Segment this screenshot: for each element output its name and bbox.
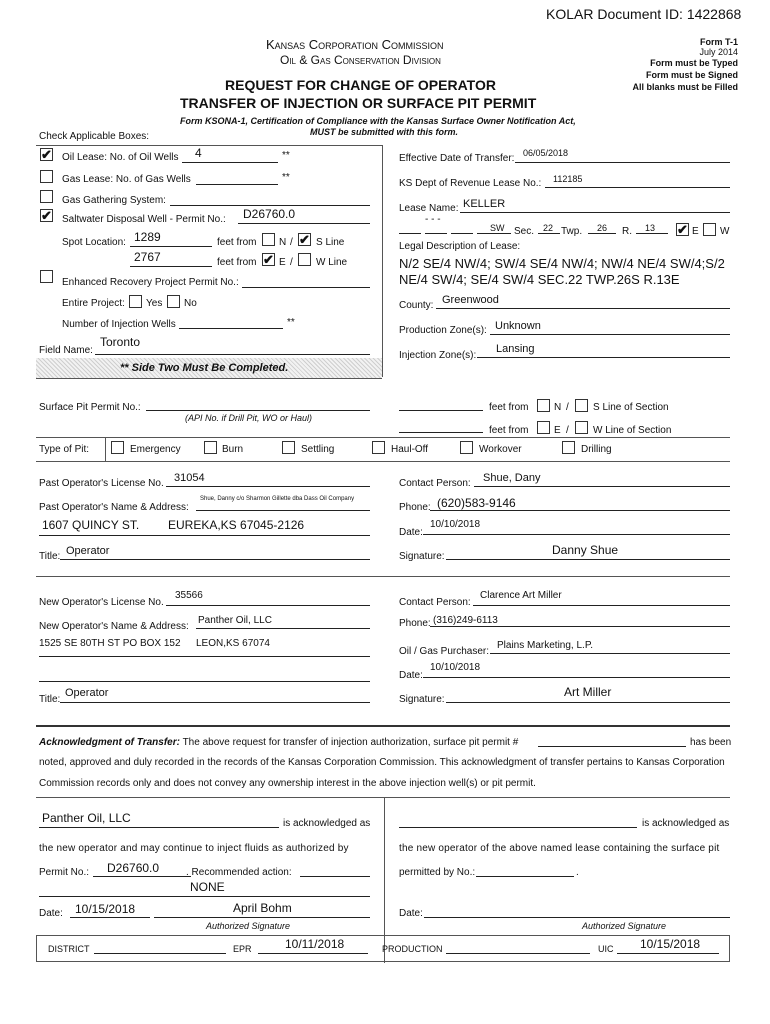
district-label: DISTRICT — [48, 944, 90, 954]
field-name-label: Field Name: — [39, 345, 93, 356]
effective-date-label: Effective Date of Transfer: — [399, 153, 515, 164]
pit-feet-from-1: feet from — [489, 402, 529, 413]
new-date-label: Date: — [399, 670, 423, 681]
production-zone-value[interactable]: Unknown — [495, 320, 541, 332]
purchaser-value[interactable]: Plains Marketing, L.P. — [497, 640, 593, 651]
injection-zone-value[interactable]: Lansing — [496, 343, 535, 355]
s-line-label: S Line — [316, 237, 345, 248]
new-phone-label: Phone: — [399, 618, 431, 629]
n-checkbox[interactable] — [262, 233, 275, 246]
form-number: Form T-1 — [699, 37, 738, 47]
type-of-pit-label: Type of Pit: — [39, 444, 90, 455]
past-license-label: Past Operator's License No. — [39, 478, 164, 489]
epr-label: EPR — [233, 944, 252, 954]
pit-feet-from-2: feet from — [489, 425, 529, 436]
range-e-label: E — [692, 226, 699, 237]
lease-name-label: Lease Name: — [399, 203, 459, 214]
purchaser-label: Oil / Gas Purchaser: — [399, 646, 490, 657]
swd-label: Saltwater Disposal Well - Permit No.: — [62, 214, 226, 225]
num-injection-label: Number of Injection Wells — [62, 319, 176, 330]
new-signature-label: Signature: — [399, 694, 445, 705]
past-name-label: Past Operator's Name & Address: — [39, 502, 189, 513]
range-w-label: W — [720, 226, 730, 237]
new-address-line2[interactable]: LEON,KS 67074 — [196, 638, 270, 649]
effective-date-value[interactable]: 06/05/2018 — [523, 148, 569, 158]
feet-from-label: feet from — [217, 237, 257, 248]
legal-description-label: Legal Description of Lease: — [399, 241, 521, 252]
sec-value[interactable]: 22 — [543, 223, 554, 233]
new-contact-label: Contact Person: — [399, 597, 471, 608]
past-date-value[interactable]: 10/10/2018 — [430, 519, 481, 530]
pit-s-checkbox[interactable] — [575, 399, 588, 412]
document-id: KOLAR Document ID: 1422868 — [546, 6, 742, 22]
is-acknowledged-label-2: is acknowledged as — [642, 818, 730, 829]
ack-operator-value[interactable]: Panther Oil, LLC — [42, 811, 131, 825]
twp-value[interactable]: 26 — [597, 223, 608, 233]
pit-type-workover: Workover — [479, 444, 522, 455]
side-two-note: ** Side Two Must Be Completed. — [120, 362, 289, 374]
ack-date-value[interactable]: 10/15/2018 — [75, 902, 136, 916]
production-zone-label: Production Zone(s): — [399, 325, 487, 336]
county-value[interactable]: Greenwood — [442, 294, 499, 306]
past-address-line2[interactable]: EUREKA,KS 67045-2126 — [168, 518, 305, 532]
past-address-line1[interactable]: 1607 QUINCY ST. — [42, 518, 140, 532]
ack-permit-value[interactable]: D26760.0 — [107, 861, 160, 875]
form-subtitle-line1: Form KSONA-1, Certification of Compliance with the Kansas Surface Owner Notification Act, — [180, 116, 576, 126]
w-checkbox[interactable] — [298, 253, 311, 266]
ack-permit-label: Permit No.: — [39, 867, 90, 878]
past-contact-value[interactable]: Shue, Dany — [483, 472, 541, 484]
typed-note: Form must be Typed — [650, 58, 738, 68]
r-value[interactable]: 13 — [645, 223, 656, 233]
ks-revenue-value[interactable]: 112185 — [553, 174, 583, 184]
pit-w-label: W Line of Section — [593, 425, 672, 436]
permitted-by-label: permitted by No.: — [399, 867, 476, 878]
yes-label: Yes — [146, 298, 163, 309]
form-subtitle-line2: MUST be submitted with this form. — [310, 127, 458, 137]
new-name-value[interactable]: Panther Oil, LLC — [198, 615, 272, 626]
pit-type-workover-checkbox[interactable] — [460, 441, 473, 454]
recommended-action-value[interactable]: NONE — [190, 880, 225, 894]
ks-revenue-label: KS Dept of Revenue Lease No.: — [399, 178, 542, 189]
yes-checkbox[interactable] — [129, 295, 142, 308]
lease-name-value[interactable]: KELLER — [463, 198, 506, 210]
form-title-line1: REQUEST FOR CHANGE OF OPERATOR — [225, 77, 496, 93]
pit-slash-1: / — [566, 402, 569, 413]
pit-type-burn-checkbox[interactable] — [204, 441, 217, 454]
eor-label: Enhanced Recovery Project Permit No.: — [62, 277, 239, 288]
acknowledgment-heading: Acknowledgment of Transfer: — [39, 737, 180, 748]
sec-label: Sec. — [514, 226, 535, 237]
gas-lease-label: Gas Lease: No. of Gas Wells — [62, 174, 191, 185]
legal-description-line1[interactable]: N/2 SE/4 NW/4; SW/4 SE/4 NW/4; NW/4 NE/4 SW/4;S/2 — [399, 256, 725, 271]
authorized-signature-label-2: Authorized Signature — [582, 921, 667, 931]
ack-date-label-2: Date: — [399, 908, 423, 919]
new-phone-value[interactable]: (316)249-6113 — [433, 615, 498, 626]
signer-value[interactable]: April Bohm — [233, 901, 292, 915]
pit-n-checkbox[interactable] — [537, 399, 550, 412]
gas-gathering-checkbox[interactable] — [40, 190, 53, 203]
spot-location-label: Spot Location: — [62, 237, 126, 248]
has-been-label: has been — [690, 737, 732, 748]
past-signature-label: Signature: — [399, 551, 445, 562]
epr-date-value[interactable]: 10/11/2018 — [285, 937, 345, 951]
pit-type-drilling-checkbox[interactable] — [562, 441, 575, 454]
new-title-label: Title: — [39, 694, 61, 705]
oil-lease-checkbox[interactable]: ✔ — [41, 147, 52, 162]
new-contact-value[interactable]: Clarence Art Miller — [480, 590, 562, 601]
new-signature-value[interactable]: Art Miller — [564, 685, 612, 699]
range-w-checkbox[interactable] — [703, 223, 716, 236]
form-date: July 2014 — [699, 47, 738, 57]
permitted-by-period: . — [576, 867, 579, 878]
past-license-value[interactable]: 31054 — [174, 472, 205, 484]
r-label: R. — [622, 226, 632, 237]
surface-pit-label: Surface Pit Permit No.: — [39, 402, 141, 413]
oil-lease-label: Oil Lease: No. of Oil Wells — [62, 152, 179, 163]
past-phone-label: Phone: — [399, 502, 431, 513]
new-license-value[interactable]: 35566 — [175, 590, 203, 601]
new-operator-lease-text: the new operator of the above named lease containing the surface pit — [399, 843, 720, 854]
gas-lease-checkbox[interactable] — [40, 170, 53, 183]
feet-from-label-2: feet from — [217, 257, 257, 268]
past-phone-value[interactable]: (620)583-9146 — [437, 496, 516, 510]
api-note: (API No. if Drill Pit, WO or Haul) — [185, 413, 313, 423]
check-boxes-label: Check Applicable Boxes: — [39, 131, 150, 142]
past-date-label: Date: — [399, 527, 423, 538]
pit-type-emergency-checkbox[interactable] — [111, 441, 124, 454]
pit-type-settling: Settling — [301, 444, 335, 455]
s-checkbox[interactable]: ✔ — [299, 232, 310, 247]
past-signature-value[interactable]: Danny Shue — [552, 543, 619, 557]
pit-type-drilling: Drilling — [581, 444, 612, 455]
past-title-value[interactable]: Operator — [66, 545, 110, 557]
no-checkbox[interactable] — [167, 295, 180, 308]
e-label: E — [279, 257, 286, 268]
pit-type-emergency: Emergency — [130, 444, 181, 455]
uic-label: UIC — [598, 944, 614, 954]
new-title-value[interactable]: Operator — [65, 687, 109, 699]
inj-wells-stars: ** — [287, 317, 295, 328]
eor-checkbox[interactable] — [40, 270, 53, 283]
signed-note: Form must be Signed — [645, 70, 738, 80]
field-name-value[interactable]: Toronto — [100, 335, 141, 349]
pit-type-burn: Burn — [222, 444, 244, 455]
acknowledgment-line2: noted, approved and duly recorded in the records of the Kansas Corporation Commission. This acknowledgment of transfer pertains to Kansas Corporation — [39, 757, 725, 768]
gas-gathering-label: Gas Gathering System: — [62, 195, 166, 206]
w-line-label: W Line — [316, 257, 348, 268]
acknowledgment-text-line1 — [39, 737, 518, 748]
uic-date-value[interactable]: 10/15/2018 — [640, 937, 701, 951]
swd-checkbox[interactable]: ✔ — [41, 208, 52, 223]
agency-name: Kansas Corporation Commission — [266, 37, 444, 52]
swd-permit-value[interactable]: D26760.0 — [243, 207, 296, 221]
pit-w-checkbox[interactable] — [575, 421, 588, 434]
n-label: N — [279, 237, 287, 248]
pit-e-label: E — [554, 425, 561, 436]
quarter-sw[interactable]: SW — [490, 223, 505, 233]
pit-e-checkbox[interactable] — [537, 421, 550, 434]
past-title-label: Title: — [39, 551, 61, 562]
pit-s-label: S Line of Section — [593, 402, 669, 413]
past-contact-label: Contact Person: — [399, 478, 471, 489]
county-label: County: — [399, 300, 434, 311]
is-acknowledged-label: is acknowledged as — [283, 818, 371, 829]
ack-date-label: Date: — [39, 908, 63, 919]
division-name: Oil & Gas Conservation Division — [280, 53, 441, 67]
no-label: No — [184, 298, 197, 309]
legal-description-line2[interactable]: NE/4 SW/4; SE/4 SW/4 SEC.22 TWP.26S R.13E — [399, 272, 680, 287]
recommended-action-label: . Recommended action: — [186, 867, 292, 878]
new-operator-inject-text: the new operator and may continue to inject fluids as authorized by — [39, 843, 349, 854]
production-label: PRODUCTION — [382, 944, 443, 954]
acknowledgment-line1: The above request for transfer of injection authorization, surface pit permit # — [182, 737, 519, 748]
acknowledgment-line3: Commission records only and does not convey any ownership interest in the above injection well(s) or pit permit. — [39, 778, 536, 789]
new-address-line1[interactable]: 1525 SE 80TH ST PO BOX 152 — [39, 638, 181, 649]
gas-wells-stars: ** — [282, 172, 290, 183]
spot-ns-value[interactable]: 1289 — [134, 230, 161, 244]
form-title-line2: TRANSFER OF INJECTION OR SURFACE PIT PERMIT — [180, 95, 537, 111]
new-license-label: New Operator's License No. — [39, 597, 164, 608]
range-e-checkbox[interactable]: ✔ — [677, 222, 688, 237]
filled-note: All blanks must be Filled — [632, 82, 738, 92]
pit-slash-2: / — [566, 425, 569, 436]
new-date-value[interactable]: 10/10/2018 — [430, 662, 481, 673]
quarter-dashes: - - - — [425, 214, 441, 225]
oil-wells-value[interactable]: 4 — [195, 146, 202, 160]
slash-2: / — [290, 257, 293, 268]
past-name-value[interactable]: Shue, Danny c/o Sharmon Gillette dba Dass Oil Company — [200, 496, 355, 502]
pit-type-hauloff-checkbox[interactable] — [372, 441, 385, 454]
injection-zone-label: Injection Zone(s): — [399, 350, 477, 361]
pit-type-hauloff: Haul-Off — [391, 444, 429, 455]
slash: / — [290, 237, 293, 248]
spot-ew-value[interactable]: 2767 — [134, 250, 161, 264]
pit-n-label: N — [554, 402, 562, 413]
new-name-label: New Operator's Name & Address: — [39, 621, 189, 632]
oil-wells-stars: ** — [282, 150, 290, 161]
entire-project-label: Entire Project: — [62, 298, 125, 309]
authorized-signature-label: Authorized Signature — [206, 921, 291, 931]
pit-type-settling-checkbox[interactable] — [282, 441, 295, 454]
e-checkbox[interactable]: ✔ — [263, 252, 274, 267]
twp-label: Twp. — [561, 226, 583, 237]
